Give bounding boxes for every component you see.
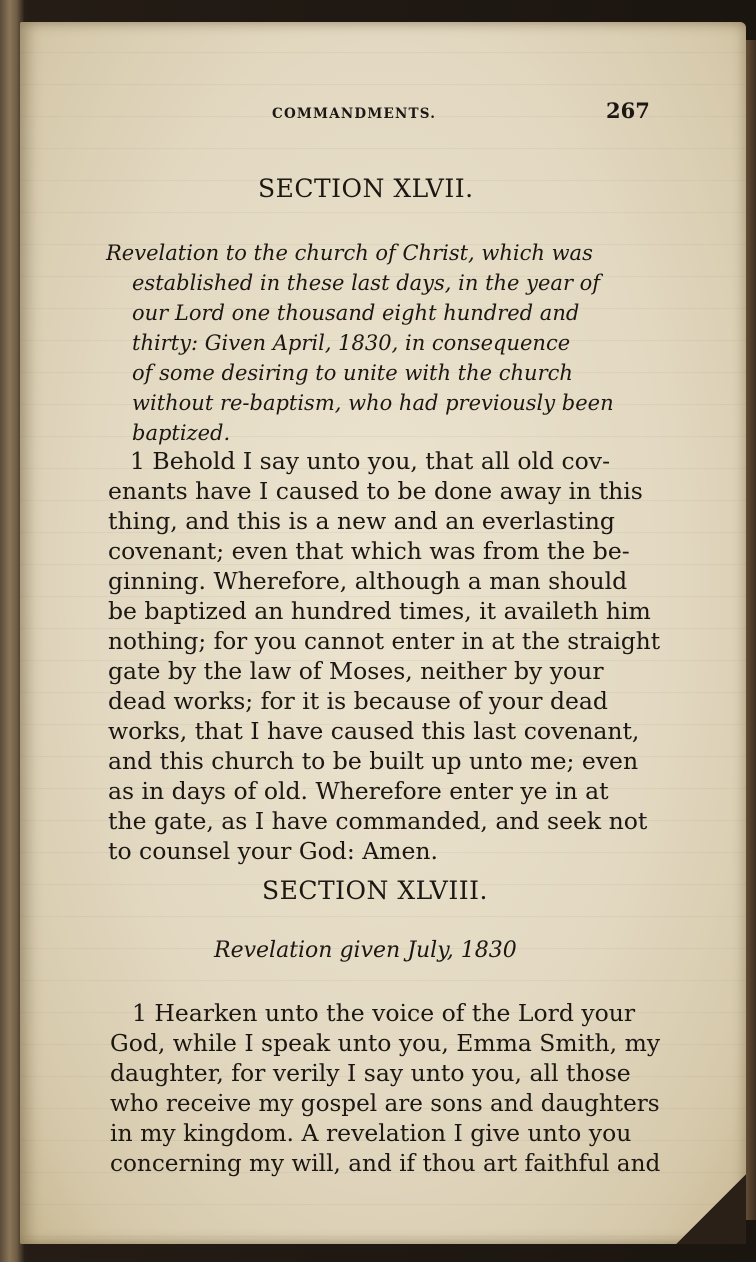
body-line: ginning. Wherefore, although a man should [108, 567, 628, 595]
intro-line: without re-baptism, who had previously been [132, 391, 614, 415]
body-line: concerning my will, and if thou art faithful and [110, 1149, 661, 1177]
intro-line: established in these last days, in the year of [132, 271, 601, 295]
body-line: works, that I have caused this last covenant, [108, 717, 640, 745]
body-line: daughter, for verily I say unto you, all those [110, 1059, 631, 1087]
section-heading-47: SECTION XLVII. [258, 174, 474, 203]
body-line: in my kingdom. A revelation I give unto you [110, 1119, 632, 1147]
body-line: as in days of old. Wherefore enter ye in at [108, 777, 609, 805]
body-line: God, while I speak unto you, Emma Smith, my [110, 1029, 661, 1057]
body-line: nothing; for you cannot enter in at the straight [108, 627, 661, 655]
body-line: thing, and this is a new and an everlasting [108, 507, 615, 535]
intro-line: Revelation to the church of Christ, which was [106, 241, 593, 265]
body-line: covenant; even that which was from the be- [108, 537, 630, 565]
body-line: enants have I caused to be done away in this [108, 477, 643, 505]
running-head: COMMANDMENTS. [272, 106, 437, 122]
body-line: gate by the law of Moses, neither by your [108, 657, 604, 685]
body-line: the gate, as I have commanded, and seek not [108, 807, 648, 835]
page-number: 267 [606, 98, 650, 123]
intro-line: thirty: Given April, 1830, in consequence [132, 331, 571, 355]
body-line: dead works; for it is because of your dead [108, 687, 608, 715]
body-line: 1 Behold I say unto you, that all old cov- [130, 447, 611, 475]
body-line: who receive my gospel are sons and daughters [110, 1089, 660, 1117]
body-line: and this church to be built up unto me; even [108, 747, 639, 775]
intro-line: our Lord one thousand eight hundred and [132, 301, 580, 325]
section-heading-48: SECTION XLVIII. [262, 876, 488, 905]
body-line: be baptized an hundred times, it availeth him [108, 597, 651, 625]
intro-line: of some desiring to unite with the church [132, 361, 573, 385]
body-line: to counsel your God: Amen. [108, 837, 438, 865]
intro-line: baptized. [132, 421, 231, 445]
page-corner-fold [676, 1174, 746, 1244]
body-line: 1 Hearken unto the voice of the Lord your [132, 999, 636, 1027]
section-caption: Revelation given July, 1830 [214, 938, 517, 963]
